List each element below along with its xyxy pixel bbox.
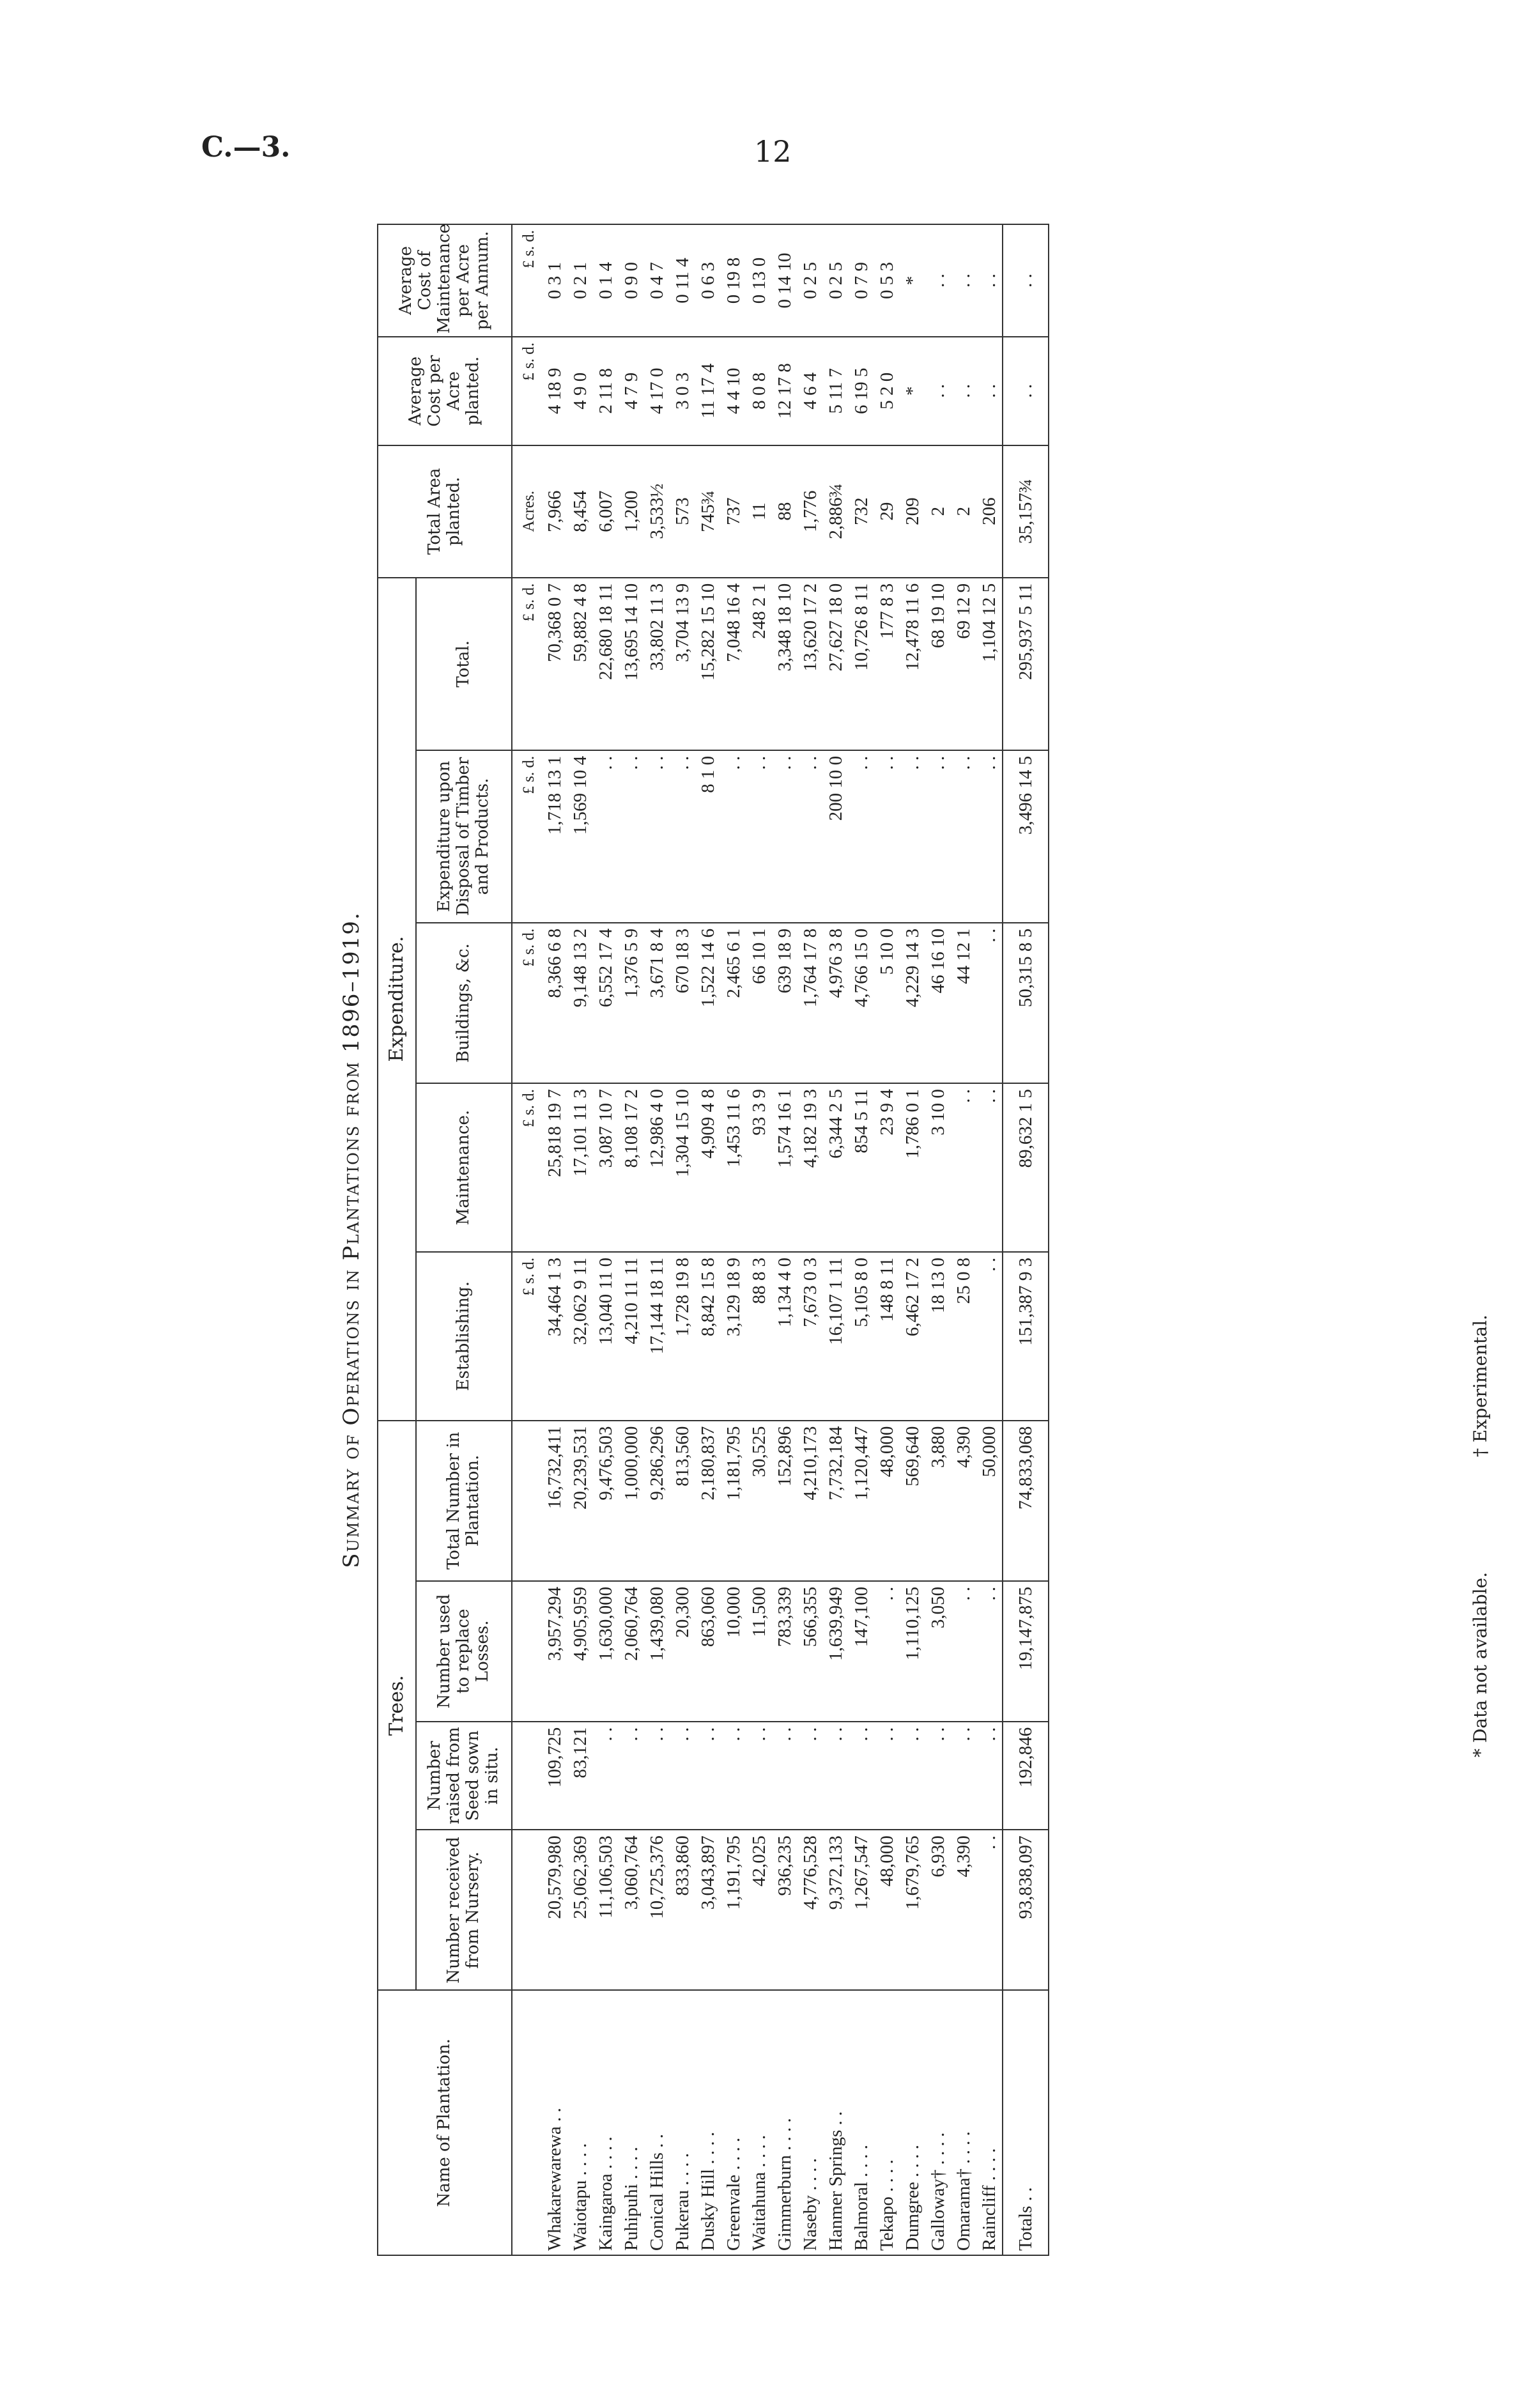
cell-establishing: . . xyxy=(976,1252,1003,1421)
cell-replace: 147,100 xyxy=(849,1581,874,1722)
cell-area: 6,007 xyxy=(593,445,619,578)
cell-seed: . . xyxy=(644,1722,670,1830)
unit-money: £ s. d. xyxy=(512,337,542,445)
unit-money: £ s. d. xyxy=(512,1083,542,1252)
cell-buildings: 670 18 3 xyxy=(670,923,695,1083)
cell-seed: . . xyxy=(797,1722,823,1830)
col-header-area: Total Area planted. xyxy=(378,445,512,578)
cell-cost-maintenance: 0 13 0 xyxy=(746,224,772,337)
cell-seed: . . xyxy=(619,1722,644,1830)
cell-cost-planted: 4 9 0 xyxy=(567,337,593,445)
cell-replace: 566,355 xyxy=(797,1581,823,1722)
cell-cost-maintenance: . . xyxy=(976,224,1003,337)
cell-cost-maintenance: 0 3 1 xyxy=(542,224,567,337)
cell-cost-planted: 2 11 8 xyxy=(593,337,619,445)
cell-area: 29 xyxy=(874,445,900,578)
table-row xyxy=(644,224,670,2255)
cell-cost-maintenance: . . xyxy=(925,224,951,337)
cell-total-trees: 813,560 xyxy=(670,1421,695,1581)
cell-total-expenditure: 12,478 11 6 xyxy=(900,578,925,750)
cell-total-expenditure: 27,627 18 0 xyxy=(823,578,849,750)
cell-buildings: 9,148 13 2 xyxy=(567,923,593,1083)
cell-buildings: 3,671 8 4 xyxy=(644,923,670,1083)
cell-establishing: 32,062 9 11 xyxy=(567,1252,593,1421)
cell-cost-planted: 8 0 8 xyxy=(746,337,772,445)
cell-disposal: . . xyxy=(874,750,900,923)
cell-total-expenditure: 177 8 3 xyxy=(874,578,900,750)
cell-disposal: 8 1 0 xyxy=(695,750,721,923)
cell-establishing: 25 0 8 xyxy=(951,1252,976,1421)
unit-acres: Acres. xyxy=(512,445,542,578)
cell-total-trees: 4,390 xyxy=(951,1421,976,1581)
cell-buildings: 1,522 14 6 xyxy=(695,923,721,1083)
cell-cost-planted: 3 0 3 xyxy=(670,337,695,445)
footnote-not-available: * Data not available. xyxy=(1470,1571,1491,1757)
cell-maintenance: 6,344 2 5 xyxy=(823,1083,849,1252)
cell-cost-planted: . . xyxy=(951,337,976,445)
cell-establishing: 5,105 8 0 xyxy=(849,1252,874,1421)
col-header-buildings: Buildings, &c. xyxy=(416,923,512,1083)
cell-total-expenditure: 69 12 9 xyxy=(951,578,976,750)
cell-cost-planted: . . xyxy=(1003,337,1049,445)
unit-money: £ s. d. xyxy=(512,750,542,923)
cell-establishing: 6,462 17 2 xyxy=(900,1252,925,1421)
cell-total-trees: 16,732,411 xyxy=(542,1421,567,1581)
cell-replace: 20,300 xyxy=(670,1581,695,1722)
unit-money: £ s. d. xyxy=(512,224,542,337)
cell-total-trees: 3,880 xyxy=(925,1421,951,1581)
cell-establishing: 34,464 1 3 xyxy=(542,1252,567,1421)
units-row xyxy=(512,224,542,2255)
table-row xyxy=(670,224,695,2255)
col-header-cost-planted: Average Cost per Acre planted. xyxy=(378,337,512,445)
cell-nursery: 3,060,764 xyxy=(619,1830,644,1990)
table-row xyxy=(925,224,951,2255)
plantation-name: Dumgree . . . . xyxy=(900,1991,925,2256)
cell-area: 737 xyxy=(721,445,746,578)
cell-disposal: 1,569 10 4 xyxy=(567,750,593,923)
cell-nursery: 1,267,547 xyxy=(849,1830,874,1990)
cell-area: 745¾ xyxy=(695,445,721,578)
plantation-name: Naseby . . . . xyxy=(797,1991,823,2256)
cell-area: 35,157¾ xyxy=(1003,445,1049,578)
cell-establishing: 1,134 4 0 xyxy=(772,1252,797,1421)
cell-cost-planted: 4 4 10 xyxy=(721,337,746,445)
cell-buildings: 4,976 3 8 xyxy=(823,923,849,1083)
cell-replace: 1,110,125 xyxy=(900,1581,925,1722)
cell-area: 209 xyxy=(900,445,925,578)
cell-disposal: 200 10 0 xyxy=(823,750,849,923)
cell-total-expenditure: 15,282 15 10 xyxy=(695,578,721,750)
cell-seed: 109,725 xyxy=(542,1722,567,1830)
cell-nursery: 4,776,528 xyxy=(797,1830,823,1990)
table-row xyxy=(772,224,797,2255)
cell-buildings: 50,315 8 5 xyxy=(1003,923,1049,1083)
cell-cost-maintenance: 0 2 5 xyxy=(823,224,849,337)
plantation-name: Dusky Hill . . . . xyxy=(695,1991,721,2256)
cell-area: 206 xyxy=(976,445,1003,578)
cell-disposal: . . xyxy=(593,750,619,923)
cell-cost-planted: 11 17 4 xyxy=(695,337,721,445)
cell-buildings: 639 18 9 xyxy=(772,923,797,1083)
cell-nursery: 3,043,897 xyxy=(695,1830,721,1990)
plantation-name: Tekapo . . . . xyxy=(874,1991,900,2256)
cell-replace: 10,000 xyxy=(721,1581,746,1722)
plantation-name: Waitahuna . . . . xyxy=(746,1991,772,2256)
cell-replace: 1,639,949 xyxy=(823,1581,849,1722)
cell-maintenance: 17,101 11 3 xyxy=(567,1083,593,1252)
cell-total-trees: 1,181,795 xyxy=(721,1421,746,1581)
table-title: Summary of Operations in Plantations from 1896–1919. xyxy=(339,911,364,1568)
plantation-name: Gimmerburn . . . . xyxy=(772,1991,797,2256)
cell-maintenance: 89,632 1 5 xyxy=(1003,1083,1049,1252)
cell-nursery: 42,025 xyxy=(746,1830,772,1990)
table-row xyxy=(900,224,925,2255)
cell-total-expenditure: 3,704 13 9 xyxy=(670,578,695,750)
plantation-name: Puhipuhi . . . . xyxy=(619,1991,644,2256)
cell-nursery: 833,860 xyxy=(670,1830,695,1990)
cell-cost-maintenance: 0 1 4 xyxy=(593,224,619,337)
cell-nursery: 48,000 xyxy=(874,1830,900,1990)
cell-total-expenditure: 248 2 1 xyxy=(746,578,772,750)
plantation-name: Kaingaroa . . . . xyxy=(593,1991,619,2256)
cell-replace: 3,050 xyxy=(925,1581,951,1722)
cell-nursery: 93,838,097 xyxy=(1003,1830,1049,1990)
col-header-nursery: Number received from Nursery. xyxy=(416,1830,512,1990)
page-number: 12 xyxy=(754,134,792,169)
cell-buildings: 5 10 0 xyxy=(874,923,900,1083)
plantation-name: Conical Hills . . xyxy=(644,1991,670,2256)
cell-area: 2 xyxy=(951,445,976,578)
cell-total-expenditure: 68 19 10 xyxy=(925,578,951,750)
cell-total-expenditure: 13,695 14 10 xyxy=(619,578,644,750)
cell-replace: . . xyxy=(951,1581,976,1722)
cell-cost-maintenance: 0 5 3 xyxy=(874,224,900,337)
cell-total-expenditure: 22,680 18 11 xyxy=(593,578,619,750)
cell-cost-planted: 4 18 9 xyxy=(542,337,567,445)
cell-nursery: 20,579,980 xyxy=(542,1830,567,1990)
cell-seed: . . xyxy=(925,1722,951,1830)
cell-total-trees: 50,000 xyxy=(976,1421,1003,1581)
cell-disposal: . . xyxy=(670,750,695,923)
cell-replace: 3,957,294 xyxy=(542,1581,567,1722)
cell-maintenance: 1,786 0 1 xyxy=(900,1083,925,1252)
cell-seed: . . xyxy=(746,1722,772,1830)
cell-establishing: 148 8 11 xyxy=(874,1252,900,1421)
cell-seed: . . xyxy=(695,1722,721,1830)
col-header-seed: Number raised from Seed sown in situ. xyxy=(416,1722,512,1830)
col-header-total-expenditure: Total. xyxy=(416,578,512,750)
plantation-name: Balmoral . . . . xyxy=(849,1991,874,2256)
cell-replace: 19,147,875 xyxy=(1003,1581,1049,1722)
cell-total-trees: 1,120,447 xyxy=(849,1421,874,1581)
cell-disposal: 1,718 13 1 xyxy=(542,750,567,923)
cell-nursery: 1,191,795 xyxy=(721,1830,746,1990)
cell-replace: 783,339 xyxy=(772,1581,797,1722)
cell-cost-maintenance: 0 6 3 xyxy=(695,224,721,337)
cell-replace: 1,439,080 xyxy=(644,1581,670,1722)
cell-total-trees: 48,000 xyxy=(874,1421,900,1581)
cell-total-expenditure: 295,937 5 11 xyxy=(1003,578,1049,750)
cell-maintenance: . . xyxy=(976,1083,1003,1252)
cell-establishing: 4,210 11 11 xyxy=(619,1252,644,1421)
cell-maintenance: 8,108 17 2 xyxy=(619,1083,644,1252)
cell-total-trees: 9,286,296 xyxy=(644,1421,670,1581)
group-header-trees: Trees. xyxy=(378,1421,416,1991)
cell-replace: . . xyxy=(976,1581,1003,1722)
cell-maintenance: 23 9 4 xyxy=(874,1083,900,1252)
col-header-disposal: Expenditure upon Disposal of Timber and Products. xyxy=(416,750,512,923)
cell-cost-maintenance: 0 4 7 xyxy=(644,224,670,337)
totals-label: Totals . . xyxy=(1003,1991,1049,2256)
cell-maintenance: 854 5 11 xyxy=(849,1083,874,1252)
cell-total-trees: 7,732,184 xyxy=(823,1421,849,1581)
table-row xyxy=(619,224,644,2255)
cell-total-expenditure: 7,048 16 4 xyxy=(721,578,746,750)
cell-cost-planted: 4 17 0 xyxy=(644,337,670,445)
cell-total-trees: 2,180,837 xyxy=(695,1421,721,1581)
cell-replace: 11,500 xyxy=(746,1581,772,1722)
table-row xyxy=(797,224,823,2255)
cell-cost-maintenance: 0 14 10 xyxy=(772,224,797,337)
plantation-name: Waiotapu . . . . xyxy=(567,1991,593,2256)
cell-maintenance: 12,986 4 0 xyxy=(644,1083,670,1252)
cell-total-expenditure: 70,368 0 7 xyxy=(542,578,567,750)
cell-cost-maintenance: * xyxy=(900,224,925,337)
cell-seed: . . xyxy=(823,1722,849,1830)
cell-maintenance: 4,182 19 3 xyxy=(797,1083,823,1252)
cell-area: 3,533½ xyxy=(644,445,670,578)
cell-buildings: 4,229 14 3 xyxy=(900,923,925,1083)
cell-cost-planted: 12 17 8 xyxy=(772,337,797,445)
cell-disposal: . . xyxy=(900,750,925,923)
cell-buildings: 44 12 1 xyxy=(951,923,976,1083)
cell-buildings: 8,366 6 8 xyxy=(542,923,567,1083)
cell-disposal: . . xyxy=(797,750,823,923)
col-header-replace: Number used to replace Losses. xyxy=(416,1581,512,1722)
cell-establishing: 151,387 9 3 xyxy=(1003,1252,1049,1421)
cell-cost-maintenance: 0 2 1 xyxy=(567,224,593,337)
col-header-maintenance: Maintenance. xyxy=(416,1083,512,1252)
cell-area: 2 xyxy=(925,445,951,578)
cell-establishing: 8,842 15 8 xyxy=(695,1252,721,1421)
plantations-summary-table xyxy=(377,224,1049,2256)
cell-seed: . . xyxy=(900,1722,925,1830)
cell-cost-planted: * xyxy=(900,337,925,445)
cell-total-trees: 569,640 xyxy=(900,1421,925,1581)
col-header-total-trees: Total Number in Plantation. xyxy=(416,1421,512,1581)
cell-nursery: 1,679,765 xyxy=(900,1830,925,1990)
cell-establishing: 16,107 1 11 xyxy=(823,1252,849,1421)
cell-seed: 192,846 xyxy=(1003,1722,1049,1830)
cell-nursery: 10,725,376 xyxy=(644,1830,670,1990)
cell-disposal: . . xyxy=(976,750,1003,923)
cell-total-trees: 74,833,068 xyxy=(1003,1421,1049,1581)
cell-area: 11 xyxy=(746,445,772,578)
cell-nursery: 11,106,503 xyxy=(593,1830,619,1990)
plantation-name: Greenvale . . . . xyxy=(721,1991,746,2256)
cell-buildings: 46 16 10 xyxy=(925,923,951,1083)
group-header-expenditure: Expenditure. xyxy=(378,578,416,1421)
cell-establishing: 3,129 18 9 xyxy=(721,1252,746,1421)
cell-cost-maintenance: 0 7 9 xyxy=(849,224,874,337)
cell-nursery: 25,062,369 xyxy=(567,1830,593,1990)
cell-total-expenditure: 10,726 8 11 xyxy=(849,578,874,750)
cell-area: 1,200 xyxy=(619,445,644,578)
cell-cost-maintenance: . . xyxy=(1003,224,1049,337)
cell-seed: . . xyxy=(721,1722,746,1830)
cell-total-expenditure: 59,882 4 8 xyxy=(567,578,593,750)
cell-total-trees: 30,525 xyxy=(746,1421,772,1581)
cell-seed: . . xyxy=(593,1722,619,1830)
cell-cost-planted: 4 6 4 xyxy=(797,337,823,445)
cell-total-expenditure: 1,104 12 5 xyxy=(976,578,1003,750)
cell-maintenance: . . xyxy=(951,1083,976,1252)
cell-seed: . . xyxy=(874,1722,900,1830)
cell-maintenance: 93 3 9 xyxy=(746,1083,772,1252)
plantation-name: Pukerau . . . . xyxy=(670,1991,695,2256)
table-row xyxy=(976,224,1003,2255)
cell-establishing: 88 8 3 xyxy=(746,1252,772,1421)
cell-cost-planted: 4 7 9 xyxy=(619,337,644,445)
cell-maintenance: 1,453 11 6 xyxy=(721,1083,746,1252)
cell-buildings: 1,376 5 9 xyxy=(619,923,644,1083)
cell-establishing: 18 13 0 xyxy=(925,1252,951,1421)
cell-nursery: 9,372,133 xyxy=(823,1830,849,1990)
cell-cost-maintenance: . . xyxy=(951,224,976,337)
cell-buildings: 6,552 17 4 xyxy=(593,923,619,1083)
cell-seed: . . xyxy=(951,1722,976,1830)
unit-money: £ s. d. xyxy=(512,1252,542,1421)
cell-disposal: . . xyxy=(644,750,670,923)
cell-area: 1,776 xyxy=(797,445,823,578)
cell-replace: 863,060 xyxy=(695,1581,721,1722)
table-row xyxy=(746,224,772,2255)
cell-disposal: . . xyxy=(951,750,976,923)
table-row xyxy=(593,224,619,2255)
table-row xyxy=(823,224,849,2255)
cell-buildings: . . xyxy=(976,923,1003,1083)
cell-seed: . . xyxy=(849,1722,874,1830)
cell-establishing: 17,144 18 11 xyxy=(644,1252,670,1421)
cell-buildings: 66 10 1 xyxy=(746,923,772,1083)
cell-disposal: . . xyxy=(772,750,797,923)
cell-disposal: . . xyxy=(721,750,746,923)
cell-area: 573 xyxy=(670,445,695,578)
cell-disposal: . . xyxy=(925,750,951,923)
col-header-name: Name of Plantation. xyxy=(378,1991,512,2256)
table-body xyxy=(512,224,1049,2255)
cell-seed: . . xyxy=(772,1722,797,1830)
cell-replace: 1,630,000 xyxy=(593,1581,619,1722)
cell-seed: . . xyxy=(670,1722,695,1830)
cell-establishing: 1,728 19 8 xyxy=(670,1252,695,1421)
cell-total-expenditure: 13,620 17 2 xyxy=(797,578,823,750)
cell-disposal: . . xyxy=(746,750,772,923)
plantation-name: Whakarewarewa . . xyxy=(542,1991,567,2256)
cell-seed: 83,121 xyxy=(567,1722,593,1830)
cell-cost-planted: . . xyxy=(925,337,951,445)
cell-cost-maintenance: 0 19 8 xyxy=(721,224,746,337)
cell-disposal: 3,496 14 5 xyxy=(1003,750,1049,923)
cell-area: 7,966 xyxy=(542,445,567,578)
table-row xyxy=(721,224,746,2255)
cell-maintenance: 3 10 0 xyxy=(925,1083,951,1252)
cell-total-trees: 1,000,000 xyxy=(619,1421,644,1581)
table-row xyxy=(951,224,976,2255)
document-code: C.—3. xyxy=(201,131,291,164)
cell-cost-planted: 5 2 0 xyxy=(874,337,900,445)
cell-cost-maintenance: 0 11 4 xyxy=(670,224,695,337)
cell-maintenance: 1,304 15 10 xyxy=(670,1083,695,1252)
table-row xyxy=(695,224,721,2255)
rotated-summary-table-area xyxy=(339,224,1540,2256)
cell-maintenance: 25,818 19 7 xyxy=(542,1083,567,1252)
plantation-name: Hanmer Springs . . xyxy=(823,1991,849,2256)
cell-total-expenditure: 33,802 11 3 xyxy=(644,578,670,750)
unit-money: £ s. d. xyxy=(512,578,542,750)
cell-total-expenditure: 3,348 18 10 xyxy=(772,578,797,750)
cell-cost-maintenance: 0 2 5 xyxy=(797,224,823,337)
cell-establishing: 7,673 0 3 xyxy=(797,1252,823,1421)
cell-establishing: 13,040 11 0 xyxy=(593,1252,619,1421)
cell-buildings: 4,766 15 0 xyxy=(849,923,874,1083)
cell-maintenance: 1,574 16 1 xyxy=(772,1083,797,1252)
cell-nursery: 4,390 xyxy=(951,1830,976,1990)
cell-seed: . . xyxy=(976,1722,1003,1830)
cell-replace: 2,060,764 xyxy=(619,1581,644,1722)
cell-area: 2,886¾ xyxy=(823,445,849,578)
plantation-name: Galloway† . . . . xyxy=(925,1991,951,2256)
cell-cost-planted: 6 19 5 xyxy=(849,337,874,445)
unit-money: £ s. d. xyxy=(512,923,542,1083)
table-row xyxy=(874,224,900,2255)
cell-nursery: . . xyxy=(976,1830,1003,1990)
cell-disposal: . . xyxy=(619,750,644,923)
footnote-experimental: † Experimental. xyxy=(1470,1315,1491,1457)
cell-total-trees: 9,476,503 xyxy=(593,1421,619,1581)
cell-buildings: 1,764 17 8 xyxy=(797,923,823,1083)
cell-area: 8,454 xyxy=(567,445,593,578)
cell-total-trees: 4,210,173 xyxy=(797,1421,823,1581)
cell-cost-planted: 5 11 7 xyxy=(823,337,849,445)
cell-maintenance: 3,087 10 7 xyxy=(593,1083,619,1252)
cell-total-trees: 152,896 xyxy=(772,1421,797,1581)
cell-buildings: 2,465 6 1 xyxy=(721,923,746,1083)
cell-area: 88 xyxy=(772,445,797,578)
plantation-name: Omarama† . . . . xyxy=(951,1991,976,2256)
table-row xyxy=(567,224,593,2255)
cell-area: 732 xyxy=(849,445,874,578)
table-row xyxy=(542,224,567,2255)
cell-replace: 4,905,959 xyxy=(567,1581,593,1722)
table-row xyxy=(849,224,874,2255)
cell-replace: . . xyxy=(874,1581,900,1722)
cell-cost-planted: . . xyxy=(976,337,1003,445)
cell-total-trees: 20,239,531 xyxy=(567,1421,593,1581)
totals-row xyxy=(1003,224,1049,2255)
cell-maintenance: 4,909 4 8 xyxy=(695,1083,721,1252)
cell-nursery: 6,930 xyxy=(925,1830,951,1990)
col-header-cost-maintenance: Average Cost of Maintenance per Acre per Annum. xyxy=(378,224,512,337)
plantation-name: Raincliff . . . . xyxy=(976,1991,1003,2256)
cell-nursery: 936,235 xyxy=(772,1830,797,1990)
col-header-establishing: Establishing. xyxy=(416,1252,512,1421)
cell-disposal: . . xyxy=(849,750,874,923)
cell-cost-maintenance: 0 9 0 xyxy=(619,224,644,337)
